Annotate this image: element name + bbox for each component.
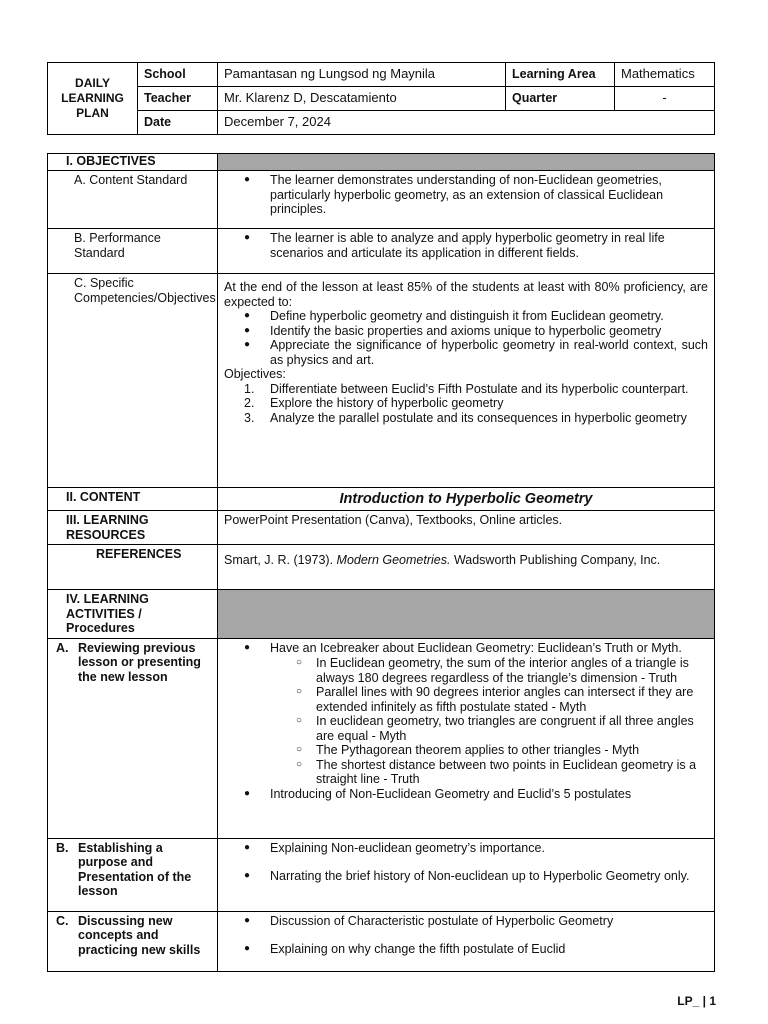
date-label: Date [138, 111, 218, 135]
competencies-intro: At the end of the lesson at least 85% of the students at least with 80% proficiency, are expected to: [224, 280, 708, 309]
competencies-label: C. Specific Competencies/Objectives [48, 274, 218, 488]
quarter-label: Quarter [506, 87, 615, 111]
header-table [47, 62, 715, 135]
myth-truth-item: ○ Parallel lines with 90 degrees interior angles can intersect if they are extended infinitely as fifth postulate stated - Myth [270, 685, 708, 714]
performance-standard-text: ● The learner is able to analyze and apply hyperbolic geometry in real life scenarios and articulate its application in different fields. [224, 231, 708, 260]
references-cell: Smart, J. R. (1973). Modern Geometries. Wadsworth Publishing Company, Inc. [218, 545, 715, 590]
activity-c-bullet: ● Discussion of Characteristic postulate of Hyperbolic Geometry [224, 914, 708, 929]
activity-b-bullet: ● Explaining Non-euclidean geometry’s importance. [224, 841, 708, 856]
competencies-cell [218, 274, 715, 488]
objective-item: 1. Differentiate between Euclid’s Fifth Postulate and its hyperbolic counterpart. [244, 381, 689, 396]
activity-c-bullet: ● Explaining on why change the fifth postulate of Euclid [224, 942, 708, 957]
page-number: LP_ | 1 [677, 994, 716, 1008]
content-standard-text: ● The learner demonstrates understanding of non-Euclidean geometries, particularly hyperbolic geometry, as an extension of classical Euclidean principles. [224, 173, 708, 217]
content-standard-cell [218, 171, 715, 229]
myth-truth-item: ○ The shortest distance between two points in Euclidean geometry is a straight line - Truth [270, 758, 708, 787]
learning-activities-heading: IV. LEARNING ACTIVITIES / Procedures [48, 590, 218, 639]
objective-item: 3. Analyze the parallel postulate and its consequences in hyperbolic geometry [244, 410, 687, 425]
myth-truth-item: ○ The Pythagorean theorem applies to other triangles - Myth [270, 743, 708, 758]
performance-standard-cell [218, 229, 715, 274]
lesson-plan-table [47, 153, 715, 972]
content-heading: II. CONTENT [48, 488, 218, 511]
activity-a-label: A. Reviewing previous lesson or presenting the new lesson [48, 638, 218, 838]
myth-truth-item: ○ In euclidean geometry, two triangles are congruent if all three angles are equal - Myth [270, 714, 708, 743]
activity-a-bullet: ● Introducing of Non-Euclidean Geometry and Euclid’s 5 postulates [224, 787, 708, 802]
activity-b-bullet: ● Narrating the brief history of Non-euclidean up to Hyperbolic Geometry only. [224, 869, 708, 884]
activity-c-label: C. Discussing new concepts and practicing new skills [48, 911, 218, 971]
teacher-value: Mr. Klarenz D, Descatamiento [218, 87, 506, 111]
quarter-value: - [615, 87, 715, 111]
competency-item: ● Identify the basic properties and axioms unique to hyperbolic geometry [224, 324, 708, 339]
references-label: REFERENCES [48, 545, 218, 590]
date-value: December 7, 2024 [218, 111, 715, 135]
reference-book-title: Modern Geometries. [336, 553, 451, 567]
learning-activities-heading-fill [218, 590, 715, 639]
content-title: Introduction to Hyperbolic Geometry [218, 488, 715, 511]
competency-item: ● Appreciate the significance of hyperbolic geometry in real-world context, such as physics and art. [224, 338, 708, 367]
activity-a-bullet: ● Have an Icebreaker about Euclidean Geometry: Euclidean’s Truth or Myth. ○ In Euclidean geometry, the sum of the interior angles of a triangle is always 180 degrees regardless of the triangle’s dimension - Truth ○ Parallel lines with 90 degrees interior angles can intersect if they are extended infinitely as fifth postulate stated - Myth ○ In euclidean geometry, two triangles are congruent if all three angles are equal - Myth ○ The Pythagorean theorem applies to other triangles - Myth ○ The shortest distance between two points in Euclidean geometry is a straight line - Truth [224, 641, 708, 787]
learning-resources-heading: III. LEARNING RESOURCES [48, 511, 218, 545]
performance-standard-label: B. Performance Standard [48, 229, 218, 274]
teacher-label: Teacher [138, 87, 218, 111]
objectives-heading-fill [218, 154, 715, 171]
school-label: School [138, 63, 218, 87]
activity-b-cell [218, 838, 715, 911]
daily-learning-plan-label: DAILY LEARNING PLAN [48, 63, 138, 135]
learning-area-label: Learning Area [506, 63, 615, 87]
objective-item: 2. Explore the history of hyperbolic geometry [244, 396, 504, 410]
learning-resources-text: PowerPoint Presentation (Canva), Textbooks, Online articles. [218, 511, 715, 545]
competency-item: ● Define hyperbolic geometry and distinguish it from Euclidean geometry. [224, 309, 708, 324]
learning-area-value: Mathematics [615, 63, 715, 87]
myth-truth-item: ○ In Euclidean geometry, the sum of the interior angles of a triangle is always 180 degrees regardless of the triangle’s dimension - Truth [270, 656, 708, 685]
content-standard-label: A. Content Standard [48, 171, 218, 229]
activity-a-cell [218, 638, 715, 838]
activity-b-label: B. Establishing a purpose and Presentation of the lesson [48, 838, 218, 911]
school-value: Pamantasan ng Lungsod ng Maynila [218, 63, 506, 87]
activity-c-cell [218, 911, 715, 971]
objectives-heading: I. OBJECTIVES [48, 154, 218, 171]
objectives-label: Objectives: [224, 367, 286, 381]
